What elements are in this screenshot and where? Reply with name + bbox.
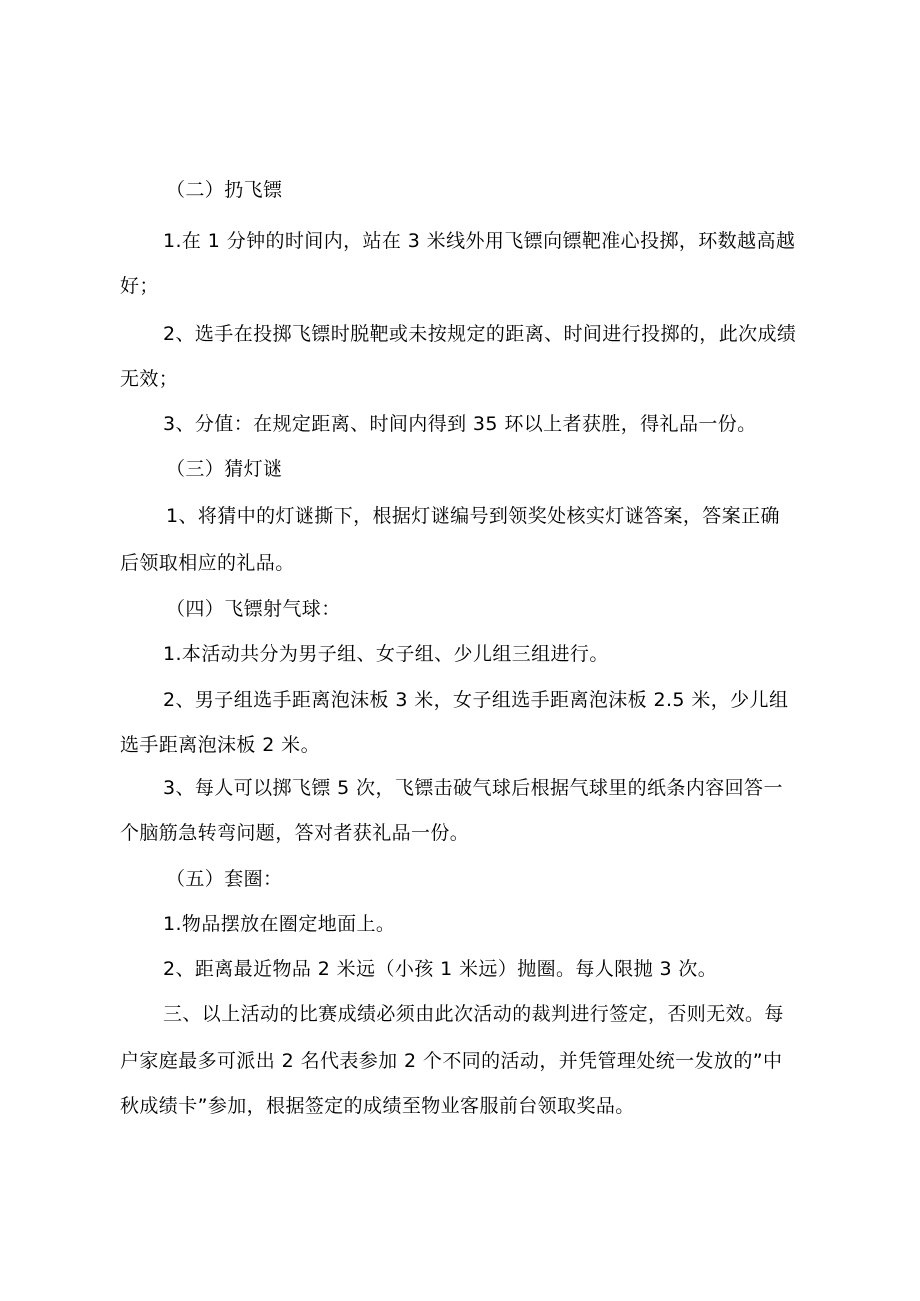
rule-balloons-2-cont: 选手距离泡沫板 2 米。 <box>120 734 320 756</box>
rule-balloons-3-cont: 个脑筋急转弯问题，答对者获礼品一份。 <box>120 822 470 844</box>
section-heading-lantern-riddles: （三）猜灯谜 <box>166 458 283 480</box>
rule-ring-toss-1: 1.物品摆放在圈定地面上。 <box>163 913 396 935</box>
rule-darts-3: 3、分值：在规定距离、时间内得到 35 环以上者获胜，得礼品一份。 <box>163 413 757 435</box>
general-rule-para-cont-2: 秋成绩卡”参加，根据签定的成绩至物业客服前台领取奖品。 <box>120 1095 635 1117</box>
rule-riddles-1-cont: 后领取相应的礼品。 <box>120 552 295 574</box>
rule-darts-1: 1.在 1 分钟的时间内，站在 3 米线外用飞镖向镖靶准心投掷，环数越高越 <box>163 230 796 252</box>
rule-darts-2: 2、选手在投掷飞镖时脱靶或未按规定的距离、时间进行投掷的，此次成绩 <box>163 323 797 345</box>
section-heading-dart-balloons: （四）飞镖射气球： <box>166 598 341 620</box>
rule-balloons-3: 3、每人可以掷飞镖 5 次，飞镖击破气球后根据气球里的纸条内容回答一 <box>163 777 783 799</box>
rule-balloons-1: 1.本活动共分为男子组、女子组、少儿组三组进行。 <box>163 643 609 665</box>
rule-balloons-2: 2、男子组选手距离泡沫板 3 米，女子组选手距离泡沫板 2.5 米，少儿组 <box>163 689 789 711</box>
section-heading-ring-toss: （五）套圈： <box>166 868 283 890</box>
rule-ring-toss-2: 2、距离最近物品 2 米远（小孩 1 米远）抛圈。每人限抛 3 次。 <box>163 958 718 980</box>
general-rule-para-cont-1: 户家庭最多可派出 2 名代表参加 2 个不同的活动，并凭管理处统一发放的”中 <box>120 1050 783 1072</box>
section-heading-throw-darts: （二）扔飞镖 <box>166 179 283 201</box>
rule-darts-1-cont: 好； <box>120 275 159 297</box>
general-rule-para: 三、以上活动的比赛成绩必须由此次活动的裁判进行签定，否则无效。每 <box>163 1003 784 1025</box>
rule-riddles-1: 1、将猜中的灯谜撕下，根据灯谜编号到领奖处核实灯谜答案，答案正确 <box>166 505 780 527</box>
rule-darts-2-cont: 无效； <box>120 368 179 390</box>
